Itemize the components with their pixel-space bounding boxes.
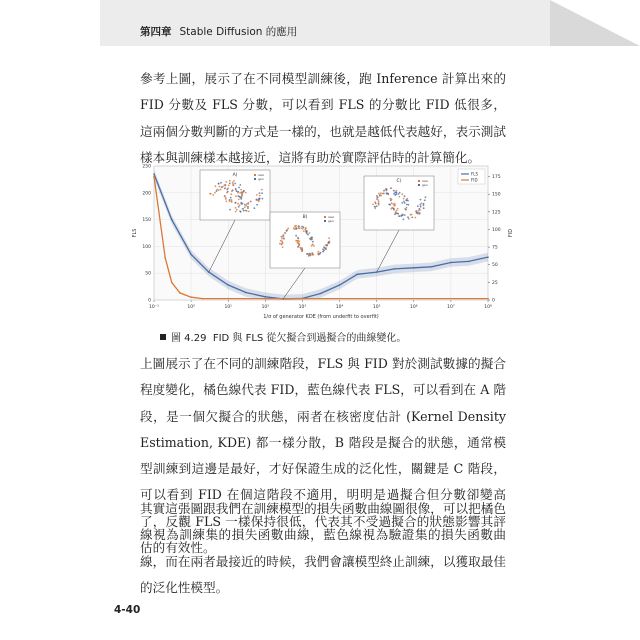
inset-scatter-point [239,196,241,198]
inset-scatter-point [396,190,398,192]
inset-scatter-point [406,207,408,209]
inset-scatter-point [417,205,419,207]
inset-scatter-point [420,202,422,204]
inset-scatter-point [318,251,320,253]
inset-scatter-point [241,195,243,197]
inset-scatter-point [256,199,258,201]
inset-scatter-point [229,180,231,182]
inset-scatter-point [396,192,398,194]
fls-point [356,273,358,275]
fid-point [265,298,267,300]
fid-point [171,282,173,284]
x-tick-label: 10⁷ [447,305,455,310]
paragraph-2: 上圖展示了在不同的訓練階段，FLS 與 FID 對於測試數據的擬合程度變化，橘色線代表 FID，藍色線代表 FLS，可以看到在 A 階段，是一個欠擬合的狀態，兩者在核密度估計 (Kernel Density Estimation, KDE) 都一樣分散，B 階段是擬合的狀態，通常模型訓練到這邊是最好，才好保證生成的泛化性，關鍵是 C 階段，可以看到 FID 在個這階段不適用，明明是過擬合但分數卻變高了，反觀 FLS 一樣保持很低，代表其不受過擬合的狀態影響其評估的有效性。 [140,356,506,556]
x-tick-label: 10⁶ [410,305,418,310]
inset-legend-label: real [422,179,428,183]
inset-scatter-point [307,253,309,255]
inset-scatter-point [230,197,232,199]
fls-point [468,261,470,263]
inset-scatter-point [418,208,420,210]
inset-scatter-point [237,195,239,197]
inset-scatter-point [235,211,237,213]
inset-scatter-point [325,247,327,249]
inset-scatter-point [244,206,246,208]
inset-scatter-point [404,202,406,204]
inset-scatter-point [283,236,285,238]
inset-scatter-point [238,187,240,189]
inset-scatter-point [303,226,305,228]
inset-scatter-point [376,195,378,197]
inset-scatter-point [299,247,301,249]
inset-scatter-point [375,203,377,205]
inset-scatter-point [232,184,234,186]
caption-text: FID 與 FLS 從欠擬合到過擬合的曲線變化。 [212,333,407,344]
inset-scatter-point [420,199,422,201]
fls-point [190,254,192,256]
inset-scatter-point [378,201,380,203]
inset-scatter-point [420,206,422,208]
inset-legend-swatch [418,180,420,182]
legend-label-fid: FID [471,177,478,183]
y-right-tick-label: 75 [492,245,498,251]
inset-scatter-point [224,188,226,190]
inset-scatter-point [398,196,400,198]
inset-scatter-point [242,208,244,210]
figure-chart [128,160,518,335]
inset-scatter-point [235,207,237,209]
inset-scatter-point [220,189,222,191]
fid-point [201,298,203,300]
inset-scatter-point [283,238,285,240]
inset-legend-swatch [324,220,326,222]
inset-scatter-point [377,197,379,199]
fls-point [339,284,341,286]
x-tick-label: 10⁴ [335,305,344,310]
inset-scatter-point [390,208,392,210]
inset-scatter-point [306,230,308,232]
inset-scatter-point [283,234,285,236]
inset-scatter-point [406,199,408,201]
inset-scatter-point [236,209,238,211]
inset-scatter-point [402,215,404,217]
y-right-tick-label: 100 [492,227,501,233]
inset-scatter-point [300,227,302,229]
inset-scatter-point [309,232,311,234]
inset-scatter-point [404,195,406,197]
inset-scatter-point [235,188,237,190]
inset-scatter-point [323,246,325,248]
inset-scatter-point [407,216,409,218]
figure-caption [160,329,406,344]
fls-point [227,284,229,286]
page-number: 4-40 [114,604,141,616]
inset-scatter-point [372,204,374,206]
fls-point [394,268,396,270]
y-left-tick-label: 200 [142,191,151,197]
inset-scatter-point [297,242,299,244]
inset-scatter-point [328,237,330,239]
inset-scatter-point [256,204,258,206]
inset-scatter-point [308,255,310,257]
inset-scatter-point [222,186,224,188]
inset-scatter-point [404,214,406,216]
inset-scatter-point [376,205,378,207]
x-tick-label: 10⁵ [372,305,381,310]
inset-scatter-point [382,193,384,195]
inset-scatter-point [239,184,241,186]
inset-scatter-point [386,193,388,195]
inset-scatter-point [240,189,242,191]
inset-scatter-point [425,196,427,198]
inset-scatter-point [238,206,240,208]
inset-scatter-point [220,182,222,184]
inset-scatter-point [378,204,380,206]
x-tick-label: 10⁸ [484,305,492,310]
inset-scatter-point [395,212,397,214]
inset-scatter-point [394,194,396,196]
fid-point [190,296,192,298]
inset-scatter-point [393,190,395,192]
fls-point [153,173,155,175]
y-left-tick-label: 50 [145,271,151,277]
inset-scatter-point [282,246,284,248]
inset-scatter-point [322,251,324,253]
inset-scatter-point [225,201,227,203]
chapter-label: 第四章 [140,26,172,38]
caption-label: 圖 4.29 [171,333,207,344]
inset-scatter-point [229,183,231,185]
inset-scatter-point [245,192,247,194]
inset-scatter-point [261,192,263,194]
x-axis-label: 1/σ of generator KDE (from underfit to overfit) [263,314,379,320]
inset-scatter-point [320,252,322,254]
inset-scatter-point [313,245,315,247]
inset-scatter-point [214,192,216,194]
inset-scatter-point [298,228,300,230]
inset-scatter-point [235,195,237,197]
inset-scatter-point [237,203,239,205]
inset-scatter-point [296,240,298,242]
inset-scatter-point [326,245,328,247]
inset-scatter-point [310,239,312,241]
inset-scatter-point [281,240,283,242]
inset-scatter-point [285,232,287,234]
x-tick-label: 10² [261,305,270,310]
inset-scatter-point [262,198,264,200]
inset-scatter-point [398,193,400,195]
inset-scatter-point [215,185,217,187]
inset-scatter-point [390,200,392,202]
inset-scatter-point [298,225,300,227]
inset-scatter-point [401,202,403,204]
inset-scatter-point [411,217,413,219]
inset-scatter-point [247,206,249,208]
inset-scatter-point [248,211,250,213]
inset-scatter-point [232,182,234,184]
inset-scatter-point [225,197,227,199]
inset-scatter-point [279,243,281,245]
kde-scatter-inset [364,176,434,230]
y-right-tick-label: 175 [492,175,501,181]
inset-scatter-point [401,193,403,195]
inset-scatter-point [259,195,261,197]
paragraph-1: 參考上圖，展示了在不同模型訓練後，跑 Inference 計算出來的 FID 分數及 FLS 分數，可以看到 FLS 的分數比 FID 低很多，這兩個分數判斷的方式是一樣的，也就是越低代表越好，表示測試樣本與訓練樣本越接近，這將有助於實際評估時的計算簡化。 [140,71,506,165]
inset-label: C) [396,179,402,184]
inset-scatter-point [391,202,393,204]
inset-scatter-point [218,183,220,185]
inset-scatter-point [311,252,313,254]
y-left-tick-label: 250 [142,164,151,170]
running-header [140,24,297,39]
inset-scatter-point [397,208,399,210]
fid-point [179,292,181,294]
fid-point [302,298,304,300]
fls-point [450,262,452,264]
inset-scatter-point [254,207,256,209]
fid-point [153,176,155,178]
inset-scatter-point [295,227,297,229]
fls-point [487,256,489,258]
inset-scatter-point [231,190,233,192]
inset-scatter-point [304,229,306,231]
inset-scatter-point [248,202,250,204]
inset-scatter-point [250,201,252,203]
inset-scatter-point [295,235,297,237]
inset-scatter-point [300,248,302,250]
inset-scatter-point [386,190,388,192]
inset-scatter-point [376,198,378,200]
inset-scatter-point [298,238,300,240]
inset-scatter-point [311,237,313,239]
inset-scatter-point [423,207,425,209]
x-tick-label: 10¹ [224,305,232,310]
inset-scatter-point [256,194,258,196]
inset-scatter-point [226,189,228,191]
fls-point [319,293,321,295]
inset-scatter-point [243,210,245,212]
inset-scatter-point [390,187,392,189]
header-corner-fold [550,0,640,46]
inset-scatter-point [235,202,237,204]
inset-scatter-point [237,192,239,194]
inset-scatter-point [323,249,325,251]
inset-scatter-point [282,243,284,245]
inset-scatter-point [396,210,398,212]
inset-scatter-point [229,199,231,201]
chapter-title: Stable Diffusion 的應用 [179,26,298,38]
inset-scatter-point [301,250,303,252]
inset-scatter-point [419,212,421,214]
inset-scatter-point [281,238,283,240]
inset-scatter-point [328,242,330,244]
inset-scatter-point [312,241,314,243]
y-right-tick-label: 50 [492,263,498,269]
y-left-axis-label: FLS [132,228,138,238]
inset-legend-swatch [254,178,256,180]
inset-scatter-point [240,211,242,213]
y-right-tick-label: 125 [492,210,501,216]
inset-scatter-point [216,189,218,191]
inset-legend-swatch [324,216,326,218]
inset-scatter-point [240,202,242,204]
inset-scatter-point [228,185,230,187]
inset-scatter-point [383,190,385,192]
inset-scatter-point [311,245,313,247]
caption-bullet-icon [160,334,166,340]
inset-scatter-point [229,209,231,211]
inset-legend-label: gen [328,219,334,223]
inset-scatter-point [388,204,390,206]
legend-label-fls: FLS [471,171,479,177]
inset-legend-label: real [328,215,334,219]
y-left-tick-label: 100 [142,244,151,250]
fid-point [227,298,229,300]
inset-label: B) [302,215,308,220]
inset-scatter-point [234,183,236,185]
y-left-tick-label: 150 [142,218,151,224]
x-tick-label: 10³ [298,305,307,310]
inset-scatter-point [312,254,314,256]
inset-legend-label: gen [422,183,428,187]
inset-scatter-point [227,191,229,193]
inset-scatter-point [424,199,426,201]
paragraph-3: 其實這張圖跟我們在訓練模型的損失函數曲線圖很像，可以把橘色線視為訓練集的損失函數曲線，藍色線視為驗證集的損失函數曲線，而在兩者最接近的時候，我們會讓模型終止訓練，以獲取最佳的泛化性模型。 [140,501,506,595]
fls-point [245,292,247,294]
inset-scatter-point [225,181,227,183]
inset-scatter-point [241,192,243,194]
inset-scatter-point [244,210,246,212]
y-left-tick-label: 0 [148,298,151,304]
inset-scatter-point [259,192,261,194]
inset-legend-label: real [258,173,264,177]
inset-scatter-point [233,180,235,182]
kde-scatter-inset [200,170,270,220]
fls-point [265,296,267,298]
inset-legend-swatch [254,174,256,176]
inset-scatter-point [298,244,300,246]
inset-scatter-point [403,198,405,200]
inset-scatter-point [238,199,240,201]
inset-scatter-point [261,189,263,191]
inset-legend-label: gen [258,177,264,181]
fls-point [413,267,415,269]
kde-scatter-inset [270,212,340,268]
inset-scatter-point [297,246,299,248]
inset-scatter-point [411,214,413,216]
x-tick-label: 10⁻¹ [149,305,159,310]
fls-point [171,219,173,221]
inset-scatter-point [392,208,394,210]
inset-scatter-point [415,217,417,219]
inset-scatter-point [302,228,304,230]
inset-scatter-point [406,204,408,206]
inset-scatter-point [405,209,407,211]
inset-scatter-point [259,198,261,200]
inset-scatter-point [286,230,288,232]
inset-scatter-point [231,200,233,202]
inset-scatter-point [417,213,419,215]
inset-scatter-point [224,184,226,186]
inset-label: A) [232,173,238,178]
y-right-tick-label: 0 [492,298,495,304]
inset-scatter-point [212,194,214,196]
fls-fid-chart [128,160,518,335]
inset-legend-swatch [418,184,420,186]
inset-scatter-point [380,192,382,194]
fid-point [164,257,166,259]
inset-scatter-point [379,194,381,196]
y-right-tick-label: 150 [492,192,501,198]
inset-scatter-point [394,203,396,205]
inset-scatter-point [408,204,410,206]
fls-point [431,266,433,268]
inset-scatter-point [318,254,320,256]
inset-scatter-point [419,204,421,206]
fid-point [487,298,489,300]
inset-scatter-point [415,211,417,213]
inset-scatter-point [230,193,232,195]
inset-scatter-point [307,234,309,236]
x-tick-label: 10⁰ [187,305,195,310]
inset-scatter-point [309,253,311,255]
inset-scatter-point [423,205,425,207]
inset-scatter-point [224,196,226,198]
inset-scatter-point [244,204,246,206]
y-right-axis-label: FID [508,228,514,238]
inset-scatter-point [303,230,305,232]
fid-point [376,298,378,300]
inset-scatter-point [236,190,238,192]
inset-scatter-point [219,186,221,188]
inset-scatter-point [399,215,401,217]
inset-scatter-point [403,219,405,221]
y-right-tick-label: 25 [492,280,498,286]
inset-scatter-point [209,193,211,195]
inset-scatter-point [377,199,379,201]
chart-legend [458,169,485,184]
